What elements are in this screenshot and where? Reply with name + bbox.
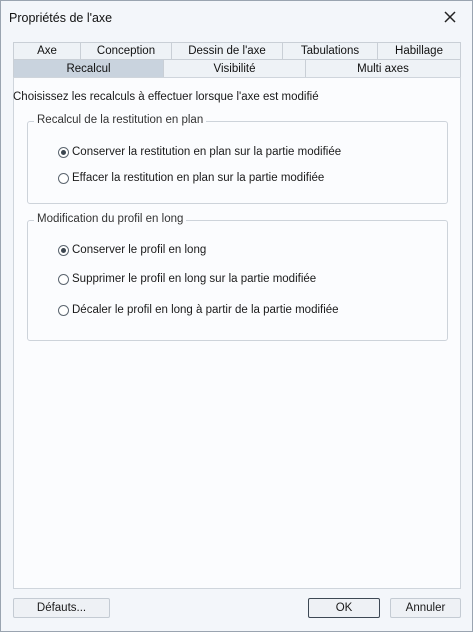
tab-conception[interactable]: Conception — [80, 42, 172, 59]
radio-unselected-icon — [58, 173, 69, 184]
tab-multi-axes[interactable]: Multi axes — [305, 59, 461, 78]
tab-recalcul[interactable]: Recalcul — [13, 59, 164, 78]
tab-row-2 — [13, 59, 460, 78]
close-button[interactable] — [438, 6, 462, 28]
defaults-button[interactable]: Défauts... — [13, 598, 110, 618]
tab-tabulations[interactable]: Tabulations — [282, 42, 378, 59]
tab-axe[interactable]: Axe — [13, 42, 81, 59]
close-icon — [444, 11, 456, 23]
cancel-button[interactable]: Annuler — [390, 598, 461, 618]
tab-dessin-axe[interactable]: Dessin de l'axe — [171, 42, 283, 59]
radio-unselected-icon — [58, 305, 69, 316]
radio-label: Conserver la restitution en plan sur la partie modifiée — [72, 146, 342, 158]
ok-button[interactable]: OK — [308, 598, 380, 618]
radio-label: Effacer la restitution en plan sur la partie modifiée — [72, 172, 325, 184]
radio-unselected-icon — [58, 274, 69, 285]
radio-selected-icon — [58, 245, 69, 256]
group-restitution — [27, 114, 448, 204]
radio-decaler-profil[interactable] — [58, 304, 339, 316]
radio-conserver-restitution[interactable] — [58, 146, 341, 158]
radio-label: Décaler le profil en long à partir de la partie modifiée — [72, 304, 339, 316]
title-bar — [1, 1, 472, 33]
tab-habillage[interactable]: Habillage — [377, 42, 461, 59]
radio-label: Conserver le profil en long — [72, 244, 207, 256]
radio-selected-icon — [58, 147, 69, 158]
radio-effacer-restitution[interactable] — [58, 172, 324, 184]
tab-row-1 — [13, 42, 460, 59]
group-profil-legend: Modification du profil en long — [34, 213, 186, 225]
intro-text: Choisissez les recalculs à effectuer lorsque l'axe est modifié — [13, 91, 319, 103]
radio-label: Supprimer le profil en long sur la partie modifiée — [72, 273, 317, 285]
tab-visibilite[interactable]: Visibilité — [163, 59, 306, 78]
group-restitution-legend: Recalcul de la restitution en plan — [34, 114, 206, 126]
window-title: Propriétés de l'axe — [9, 11, 113, 25]
group-profil — [27, 213, 448, 341]
radio-conserver-profil[interactable] — [58, 244, 206, 256]
radio-supprimer-profil[interactable] — [58, 273, 316, 285]
